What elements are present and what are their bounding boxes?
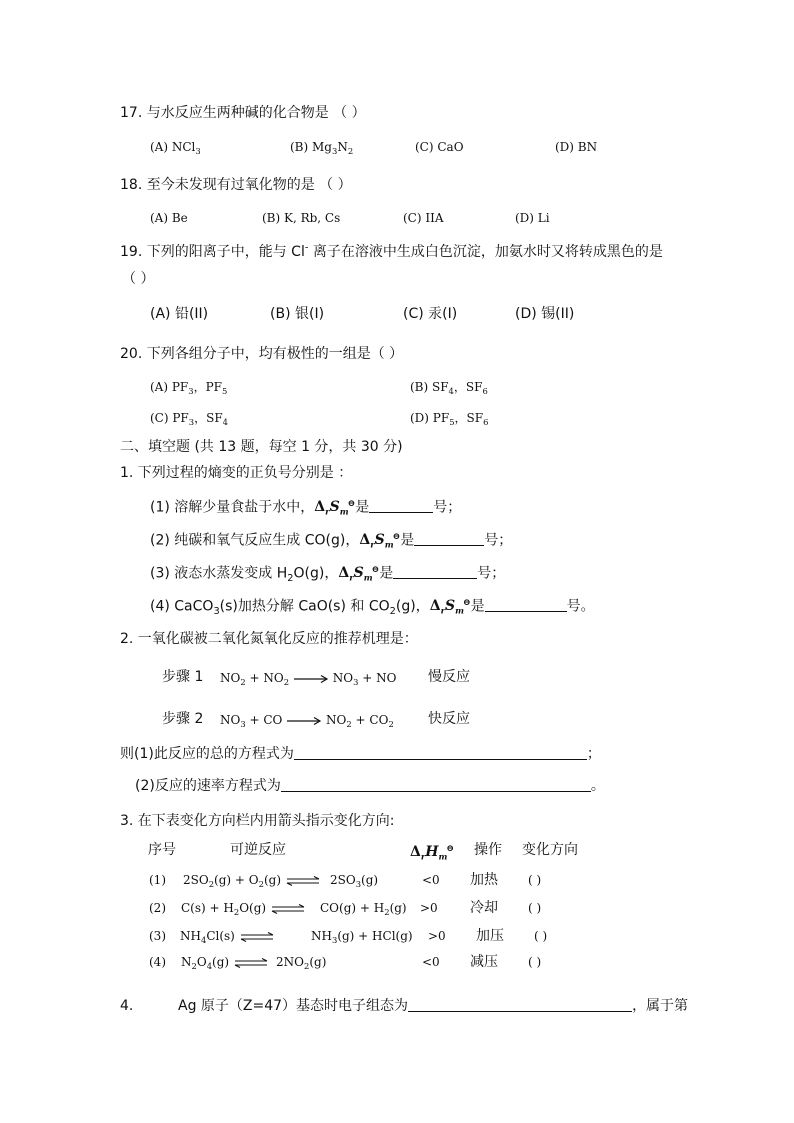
f4-number: 4. [120,998,134,1014]
equilibrium-arrow-icon [285,876,321,886]
f4-question: Ag 原子（Z=47）基态时电子组态为 ，属于第 [178,998,689,1014]
f1-item-1: (1) 溶解少量食盐于水中，$\Delta_rS_m^⊖$是 号； [150,498,462,517]
f3-header-no: 序号 [148,842,176,858]
q17-option-d: (D) BN [555,140,598,154]
f1-item-2: (2) 纯碳和氧气反应生成 CO(g)，$\Delta_rS_m^⊖$是 号； [150,531,513,550]
entropy-symbol: $\Delta_rS_m^⊖$ [429,597,471,616]
f3-row-enthalpy-sign: <0 [422,955,440,969]
q19-option-d: (D) 锡(II) [515,306,575,322]
q17-option-b: (B) $Mg_3N_2$ [290,140,354,156]
f3-row-products: $NH_3(g) + HCl(g)$ [311,929,413,945]
f3-row-direction-blank[interactable]: ( ) [534,929,548,943]
q17-option-a: (A) NCl$_3$ [150,140,201,156]
right-arrow-icon [286,716,322,726]
equilibrium-arrow-icon [233,958,269,968]
f2-step2-rate: 快反应 [428,711,470,727]
equilibrium-arrow-icon [239,932,275,942]
f2-step1-label: 步骤 1 [162,669,204,685]
f3-row-number: (2) [149,901,166,915]
f2-question-1: 则(1)此反应的总的方程式为 ； [120,746,601,762]
f3-row-operation: 冷却 [470,900,498,916]
f3-row-direction-blank[interactable]: ( ) [528,901,542,915]
f1-blank-2[interactable] [414,531,484,546]
f3-row-number: (4) [149,955,166,969]
f3-row-products: $2NO_2(g)$ [276,955,327,971]
f3-row-equation: $C(s) + H_2O(g)$ [181,899,306,917]
f1-blank-4[interactable] [485,597,567,612]
q19-option-a: (A) 铅(II) [150,306,209,322]
f2-question-2: (2)反应的速率方程式为 。 [135,778,605,794]
f3-row-operation: 加热 [470,872,498,888]
f1-blank-1[interactable] [369,498,433,513]
f2-blank-rate[interactable] [281,777,591,792]
q19-option-c: (C) 汞(I) [403,306,458,322]
f3-row-products: $2SO_3(g)$ [330,873,379,889]
f2-step1-equation: $NO_2 + NO_2$ $NO_3$ + NO [220,671,397,687]
f3-row-direction-blank[interactable]: ( ) [528,873,542,887]
f3-row-direction-blank[interactable]: ( ) [528,955,542,969]
f3-row-equation: $2SO_2(g) + O_2(g)$ [183,871,321,889]
q19-stem: 19. 下列的阳离子中，能与 Cl- 离子在溶液中生成白色沉淀，加氨水时又将转成黑色的是 [120,242,663,260]
f3-header-enthalpy [410,840,454,866]
enthalpy-symbol: $\Delta_rH_m^⊖$ [410,843,455,862]
q20-option-a: (A) $PF_3$，$PF_5$ [150,380,228,396]
f1-item-3: (3) 液态水蒸发变成 $H_2O(g)$，$\Delta_rS_m^⊖$是 号； [150,564,506,584]
f3-header-direction: 变化方向 [522,842,578,858]
section-heading: 二、填空题 (共 13 题，每空 1 分，共 30 分) [120,439,403,455]
f3-header-operation: 操作 [474,842,502,858]
f2-blank-equation[interactable] [294,745,587,760]
f3-row-number: (1) [149,873,166,887]
f4-blank-config[interactable] [408,997,632,1012]
q18-stem: 18. 至今未发现有过氧化物的是 （ ） [120,177,352,193]
f1-item-4: (4) CaCO$_3$(s)加热分解 CaO(s) 和 $CO_2(g)$，$\Delta_rS_m^⊖$是 号。 [150,597,595,617]
q20-option-c: (C) $PF_3$，$SF_4$ [150,411,229,427]
q20-stem: 20. 下列各组分子中，均有极性的一组是（ ） [120,346,404,362]
entropy-symbol: $\Delta_rS_m^⊖$ [359,531,401,550]
f3-row-products: $CO(g) + H_2(g)$ [320,901,407,917]
f3-row-number: (3) [149,929,166,943]
q20-option-b: (B) $SF_4$，$SF_6$ [410,380,488,396]
f3-row-equation: $N_2O_4(g)$ [181,953,269,971]
q19-option-b: (B) 银(I) [270,306,325,322]
f2-stem: 2. 一氧化碳被二氧化氮氧化反应的推荐机理是： [120,631,418,647]
f3-stem: 3. 在下表变化方向栏内用箭头指示变化方向: [120,813,395,829]
q18-option-c: (C) IIA [403,211,444,225]
f2-step1-rate: 慢反应 [428,669,470,685]
equilibrium-arrow-icon [270,904,306,914]
q19-answer-paren: （ ） [122,271,155,287]
entropy-symbol: $\Delta_rS_m^⊖$ [338,564,380,583]
f3-header-reaction: 可逆反应 [230,842,286,858]
f1-stem: 1. 下列过程的熵变的正负号分别是 ： [120,465,353,481]
f3-row-equation: $NH_4Cl(s)$ [180,927,275,945]
q17-stem: 17. 与水反应生两种碱的化合物是 （ ） [120,105,366,121]
entropy-symbol: $\Delta_rS_m^⊖$ [314,498,356,517]
f2-step2-label: 步骤 2 [162,711,204,727]
right-arrow-icon [293,674,329,684]
f1-blank-3[interactable] [393,564,477,579]
q18-option-b: (B) K, Rb, Cs [262,211,341,225]
f3-row-enthalpy-sign: <0 [422,873,440,887]
f2-step2-equation: $NO_3$ + CO $NO_2 + CO_2$ [220,713,394,729]
f3-row-operation: 减压 [470,954,498,970]
f3-row-enthalpy-sign: >0 [428,929,446,943]
f3-row-operation: 加压 [476,928,504,944]
q17-option-c: (C) CaO [415,140,464,154]
f3-row-enthalpy-sign: >0 [420,901,438,915]
q20-option-d: (D) $PF_5$，$SF_6$ [410,411,489,427]
q18-option-d: (D) Li [515,211,550,225]
q18-option-a: (A) Be [150,211,188,225]
